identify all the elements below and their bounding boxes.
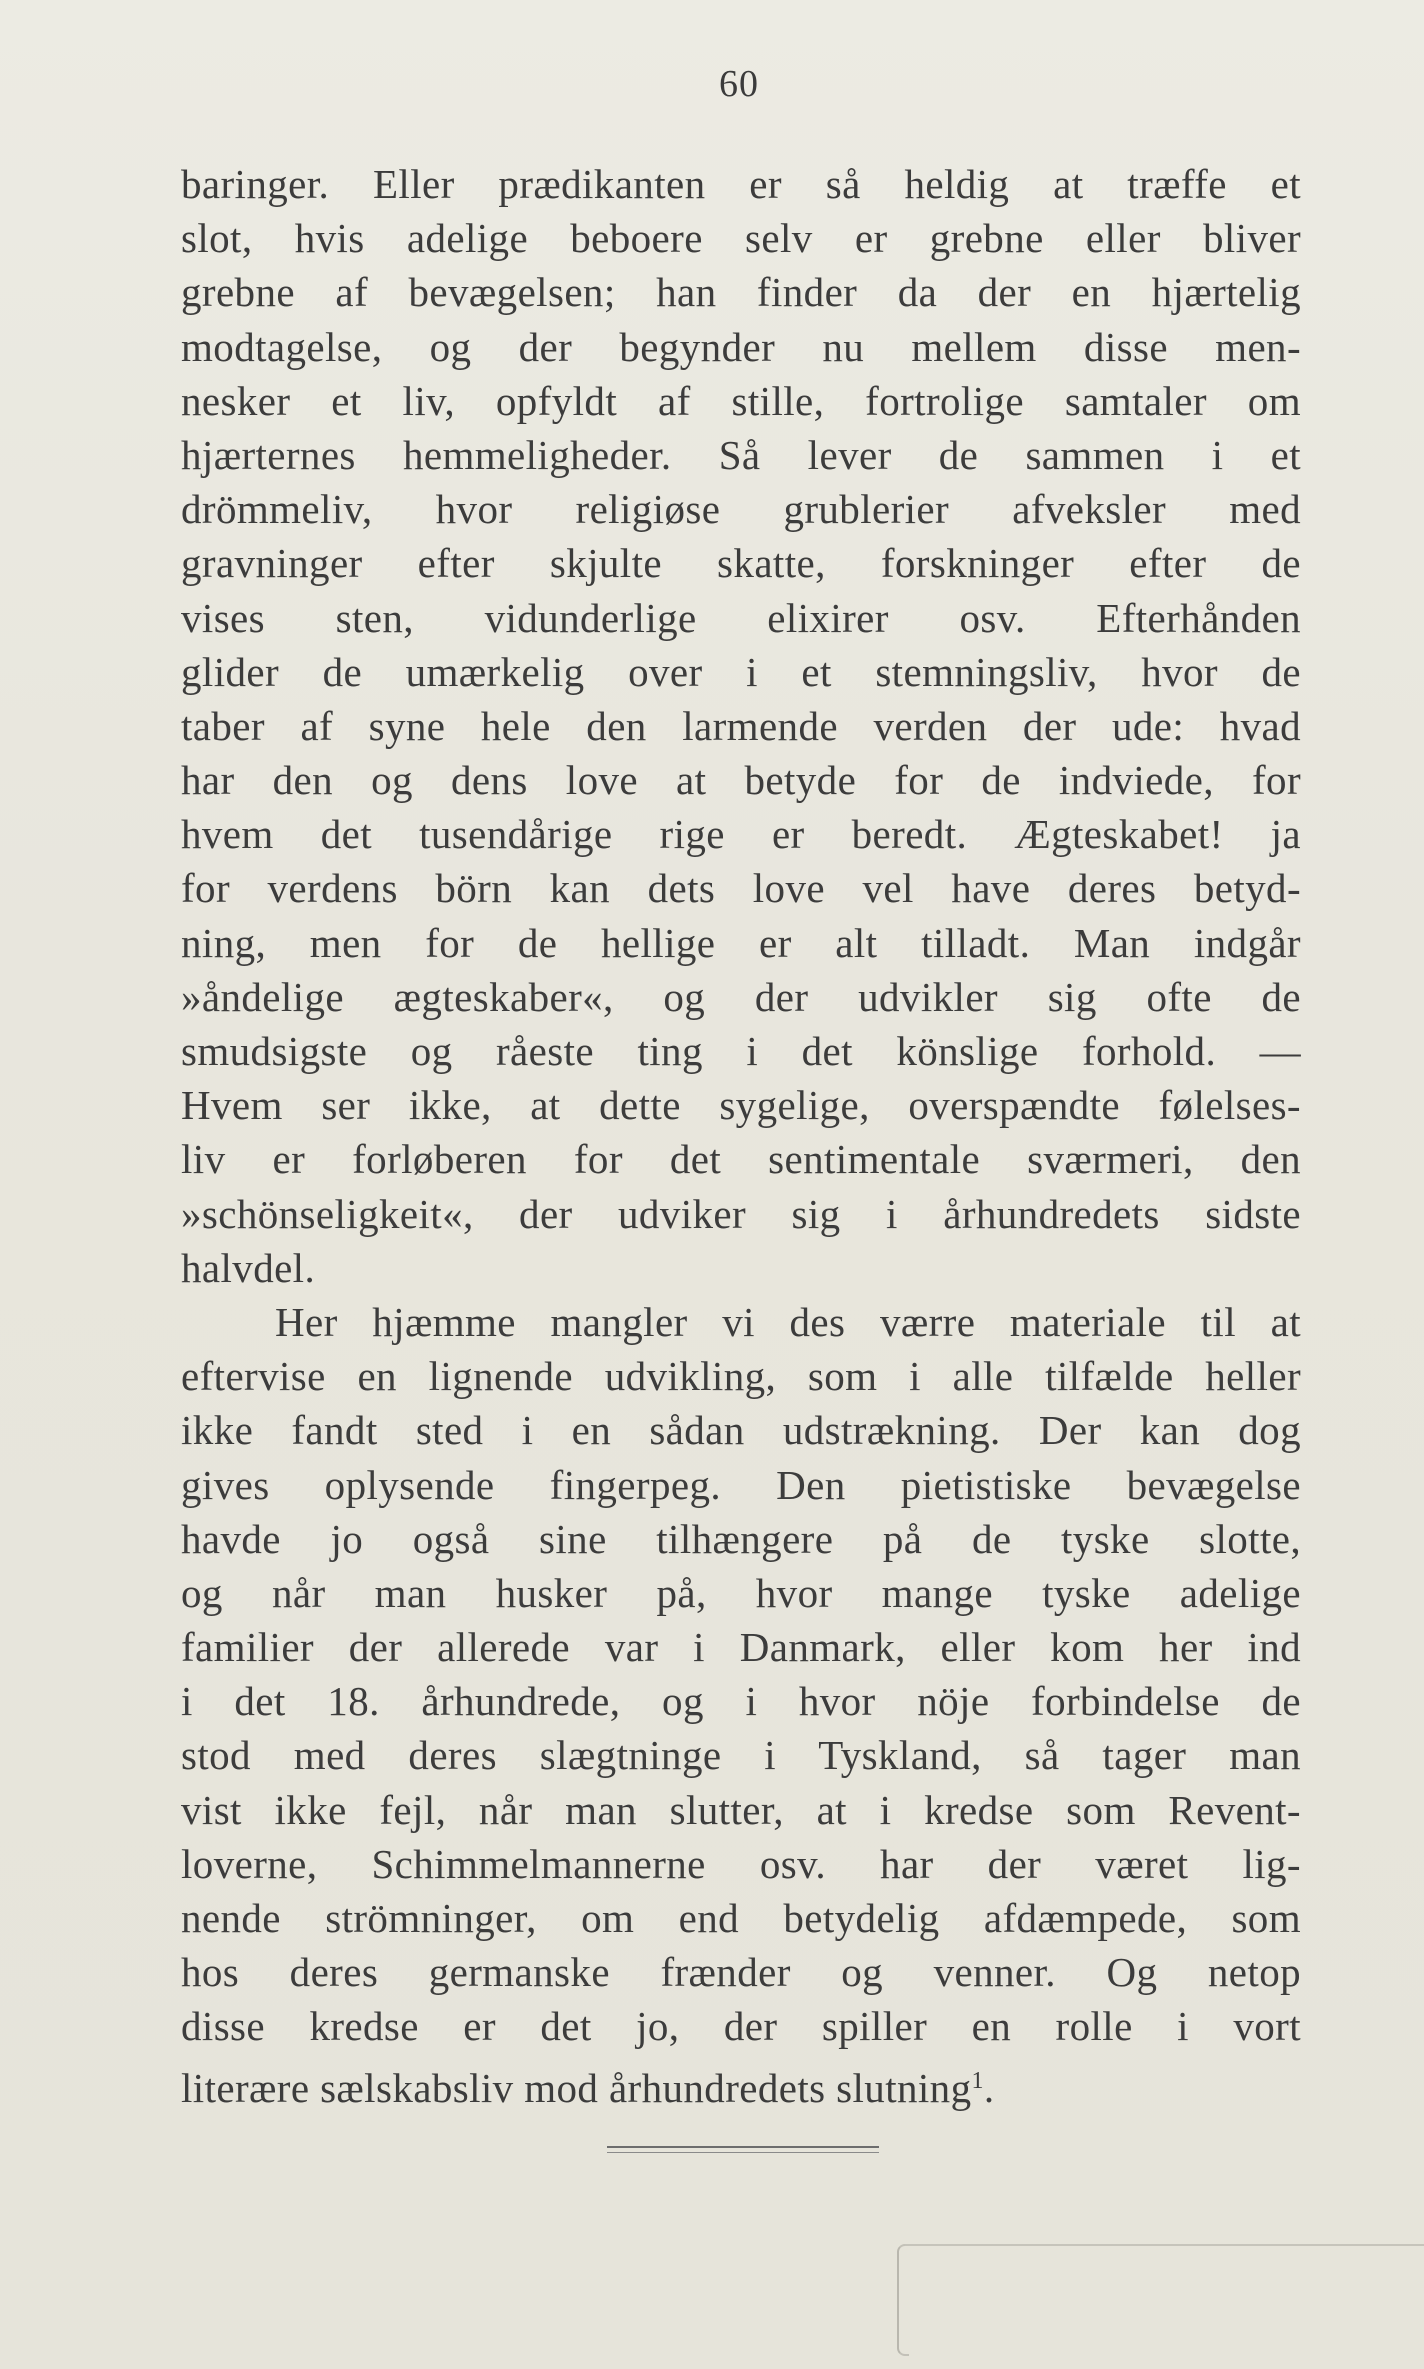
body-text [181,157,1301,2111]
text-line: eftervise en lignende udvikling, som i alle tilfælde heller [181,1353,1301,1400]
text-line: halvdel. [181,1244,316,1291]
text-line: i det 18. århundrede, og i hvor nöje forbindelse de [181,1678,1301,1725]
text-line: »åndelige ægteskaber«, og der udvikler sig ofte de [181,973,1301,1020]
text-line: Hvem ser ikke, at dette sygelige, overspændte følelses- [181,1082,1301,1129]
text-line: hvem det tusendårige rige er beredt. Ægteskabet! ja [181,811,1301,858]
paragraph-2 [181,1295,1301,2111]
text-line: vist ikke fejl, når man slutter, at i kredse som Revent- [181,1786,1301,1833]
text-line: disse kredse er det jo, der spiller en rolle i vort [181,2003,1301,2050]
text-line: slot, hvis adelige beboere selv er grebne eller bliver [181,215,1301,262]
paper-edge-line [905,2244,1424,2246]
text-line: nesker et liv, opfyldt af stille, fortrolige samtaler om [181,377,1301,424]
text-line [181,2054,1301,2111]
text-line: ikke fandt sted i en sådan udstrækning. Der kan dog [181,1407,1301,1454]
text-line: ning, men for de hellige er alt tilladt. Man indgår [181,919,1301,966]
text-line: grebne af bevægelsen; han finder da der en hjærtelig [181,269,1301,316]
text-line: gravninger efter skjulte skatte, forskninger efter de [181,540,1301,587]
text-line: Her hjæmme mangler vi des værre materiale til at [275,1298,1301,1345]
text-line: loverne, Schimmelmannerne osv. har der været lig- [181,1840,1301,1887]
text-line: familier der allerede var i Danmark, eller kom her ind [181,1624,1301,1671]
text-line: drömmeliv, hvor religiøse grublerier afveksler med [181,486,1301,533]
text-line: stod med deres slægtninge i Tyskland, så tager man [181,1732,1301,1779]
footnote-reference[interactable]: 1 [971,2067,984,2094]
text-line: hjærternes hemmeligheder. Så lever de sammen i et [181,431,1301,478]
text-line: baringer. Eller prædikanten er så heldig at træffe et [181,161,1301,207]
text-line: og når man husker på, hvor mange tyske adelige [181,1569,1301,1616]
text-line: glider de umærkelig over i et stemningsliv, hvor de [181,648,1301,695]
text-line: liv er forløberen for det sentimentale sværmeri, den [181,1136,1301,1183]
text-line: havde jo også sine tilhængere på de tyske slotte, [181,1515,1301,1562]
paper-edge-mark [897,2244,909,2356]
page-number: 60 [719,63,759,105]
text-line: hos deres germanske frænder og venner. Og netop [181,1949,1301,1996]
text-line: smudsigste og råeste ting i det könslige forhold. — [181,1028,1301,1074]
text-line: »schönseligkeit«, der udviker sig i århundredets sidste [181,1190,1301,1237]
footnote-separator-rule [607,2146,879,2148]
text-line: har den og dens love at betyde for de indviede, for [181,757,1301,804]
text-line: vises sten, vidunderlige elixirer osv. Efterhånden [181,594,1301,641]
text-line: nende strömninger, om end betydelig afdæmpede, som [181,1895,1301,1941]
text-line: modtagelse, og der begynder nu mellem disse men- [181,323,1301,370]
text-line: taber af syne hele den larmende verden der ude: hvad [181,702,1301,749]
sentence-end: . [983,2064,995,2111]
text-line: for verdens börn kan dets love vel have deres betyd- [181,865,1301,912]
text-line-content: literære sælskabsliv mod århundredets slutning [181,2064,972,2111]
text-line: gives oplysende fingerpeg. Den pietistiske bevægelse [181,1461,1301,1508]
paragraph-1 [181,157,1301,1295]
